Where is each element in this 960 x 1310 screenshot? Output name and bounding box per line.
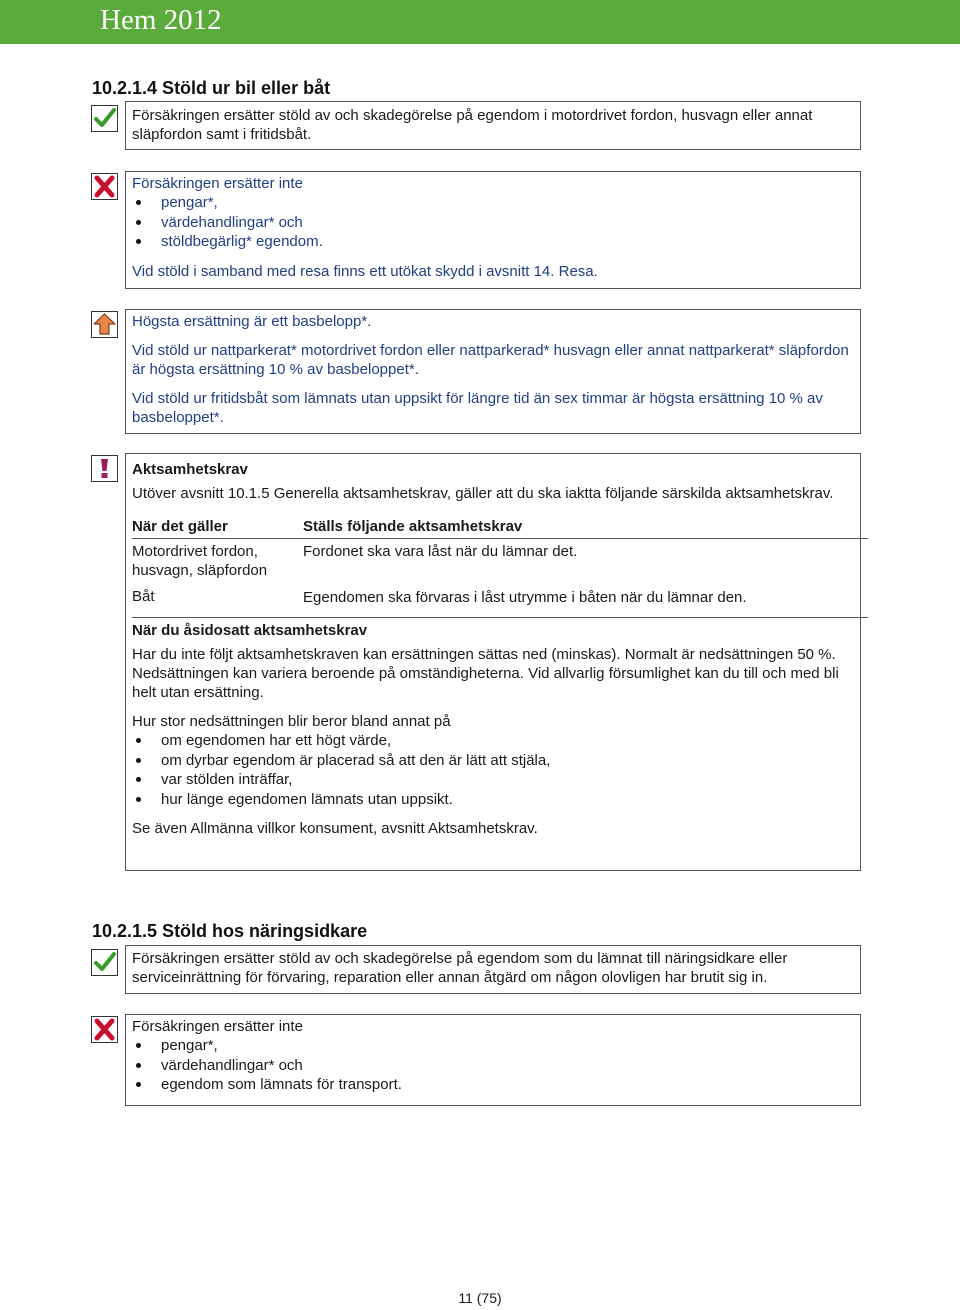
list-item: om egendomen har ett högt värde, xyxy=(132,731,854,751)
table-row xyxy=(132,587,868,617)
requirements-table xyxy=(132,517,868,618)
limit-text: Vid stöld ur nattparkerat* motordrivet fordon eller nattparkerad* husvagn eller annat nattparkerat* släpfordon är högsta ersättning 10 % av basbeloppet*. xyxy=(132,342,849,378)
page-number: 11 (75) xyxy=(458,1290,502,1306)
care-requirements-box xyxy=(125,453,861,871)
exclamation-icon xyxy=(91,455,118,482)
coverage-text: Försäkringen ersätter stöld av och skadegörelse på egendom som du lämnat till näringsidkare eller serviceinrättning för förvaring, reparation eller annan åtgärd om någon olovligen har brutit sig in. xyxy=(132,950,788,986)
factors-intro: Hur stor nedsättningen blir beror bland annat på xyxy=(132,713,451,730)
exclusion-list xyxy=(132,193,854,252)
exclusion-note: Vid stöld i samband med resa finns ett utökat skydd i avsnitt 14. Resa. xyxy=(132,262,598,280)
table-cell: Båt xyxy=(132,588,155,605)
table-row xyxy=(132,539,868,587)
neglect-text: Har du inte följt aktsamhetskraven kan ersättningen sättas ned (minskas). Normalt är nedsättningen 50 %. Nedsättningen kan variera beroende på omständigheterna. Vid allvarlig försumlighet kan du till och med bli helt utan ersättning. xyxy=(132,646,839,701)
table-cell: Motordrivet fordon, husvagn, släpfordon xyxy=(132,543,268,579)
exclusion-list xyxy=(132,1036,854,1095)
table-cell: Egendomen ska förvaras i låst utrymme i båten när du lämnar den. xyxy=(303,589,747,606)
list-item: var stölden inträffar, xyxy=(132,770,854,790)
exclusion-intro: Försäkringen ersätter inte xyxy=(132,175,303,192)
care-intro: Utöver avsnitt 10.1.5 Generella aktsamhetskrav, gäller att du ska iaktta följande särskilda aktsamhetskrav. xyxy=(132,485,834,502)
neglect-title: När du åsidosatt aktsamhetskrav xyxy=(132,622,368,639)
list-item: om dyrbar egendom är placerad så att den är lätt att stjäla, xyxy=(132,751,854,771)
coverage-box xyxy=(125,945,861,994)
cross-icon xyxy=(91,1016,118,1043)
check-icon xyxy=(91,105,118,132)
coverage-text: Försäkringen ersätter stöld av och skadegörelse på egendom i motordrivet fordon, husvagn eller annat släpfordon samt i fritidsbåt. xyxy=(132,107,813,143)
document-title: Hem 2012 xyxy=(100,4,222,36)
table-header xyxy=(132,517,868,538)
section-heading-2: 10.2.1.5 Stöld hos näringsidkare xyxy=(92,921,368,941)
header-banner xyxy=(0,0,960,44)
list-item: pengar*, xyxy=(132,1036,854,1056)
limit-text: Vid stöld ur fritidsbåt som lämnats utan uppsikt för längre tid än sex timmar är högsta ersättning 10 % av basbeloppet*. xyxy=(132,390,823,426)
care-title: Aktsamhetskrav xyxy=(132,461,248,478)
table-header-cell: När det gäller xyxy=(132,518,228,535)
cross-icon xyxy=(91,173,118,200)
exclusion-box xyxy=(125,1014,861,1106)
table-cell: Fordonet ska vara låst när du lämnar det. xyxy=(303,543,578,560)
arrow-up-icon xyxy=(91,311,118,338)
exclusion-intro: Försäkringen ersätter inte xyxy=(132,1018,303,1035)
limit-box xyxy=(125,309,861,434)
see-also-text: Se även Allmänna villkor konsument, avsnitt Aktsamhetskrav. xyxy=(132,820,538,838)
list-item: värdehandlingar* och xyxy=(132,1056,854,1076)
list-item: pengar*, xyxy=(132,193,854,213)
exclusion-box xyxy=(125,171,861,289)
table-header-cell: Ställs följande aktsamhetskrav xyxy=(303,518,523,535)
list-item: hur länge egendomen lämnats utan uppsikt. xyxy=(132,790,854,810)
list-item: stöldbegärlig* egendom. xyxy=(132,232,854,252)
section-heading-1: 10.2.1.4 Stöld ur bil eller båt xyxy=(92,78,331,98)
limit-text: Högsta ersättning är ett basbelopp*. xyxy=(132,313,372,330)
check-icon xyxy=(91,949,118,976)
coverage-box xyxy=(125,101,861,150)
list-item: värdehandlingar* och xyxy=(132,213,854,233)
table-divider xyxy=(132,617,868,618)
factors-list xyxy=(132,731,854,809)
list-item: egendom som lämnats för transport. xyxy=(132,1075,854,1095)
